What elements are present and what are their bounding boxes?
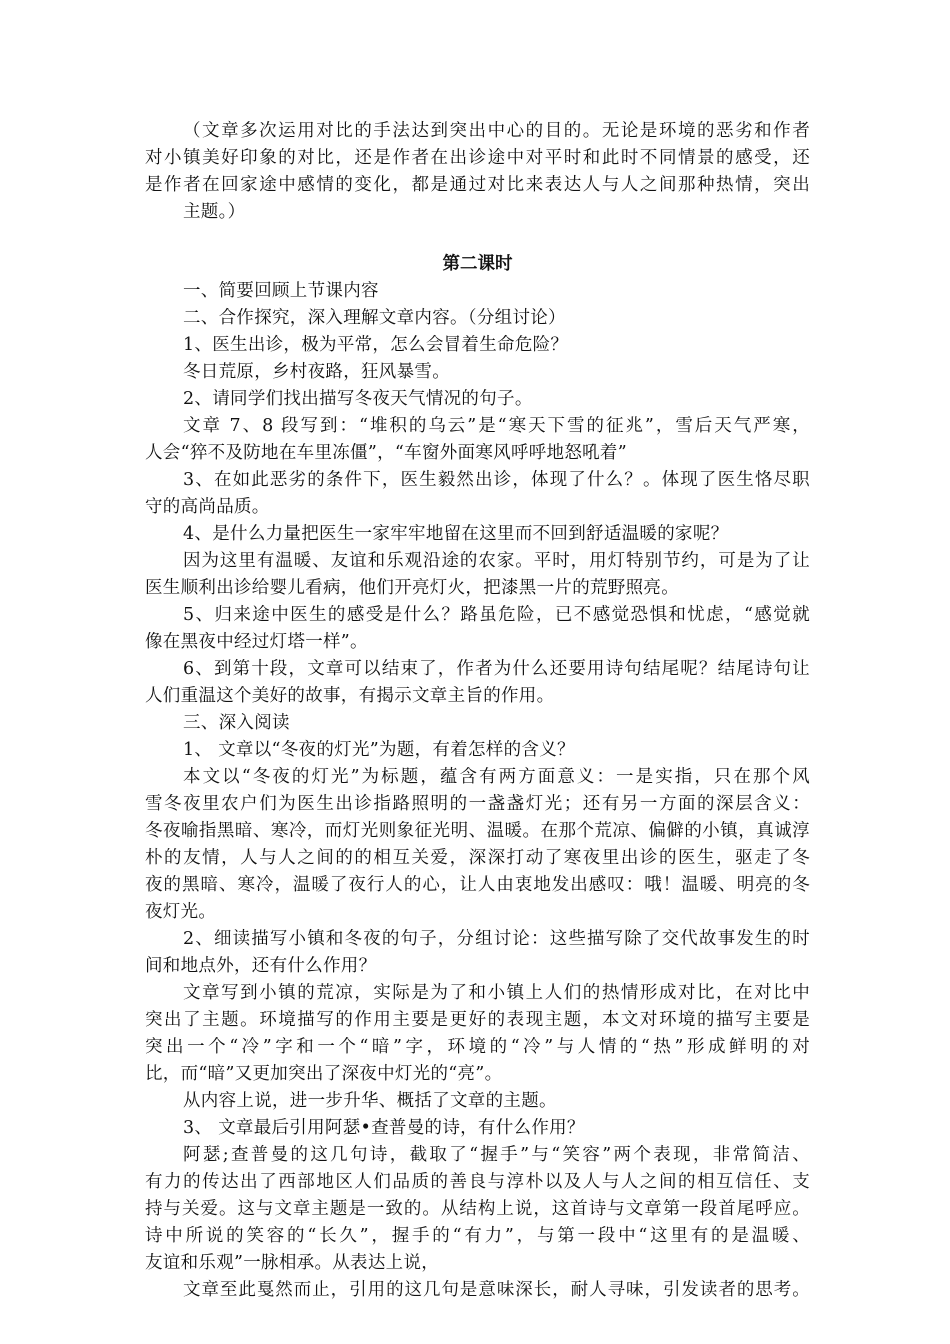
text-line: 二、合作探究，深入理解文章内容。（分组讨论） <box>183 308 566 328</box>
text-line: 一、简要回顾上节课内容 <box>183 281 379 301</box>
text-line: 人们重温这个美好的故事，有揭示文章主旨的作用。 <box>145 686 555 706</box>
text-line: 像在黑夜中经过灯塔一样”。 <box>145 632 368 652</box>
body-text <box>145 278 810 1304</box>
text-line: 间和地点外，还有什么作用？ <box>145 956 377 976</box>
document-page <box>145 118 810 1304</box>
text-line: 冬日荒原，乡村夜路，狂风暴雪。 <box>183 362 450 382</box>
text-line: 突出了主题。环境描写的作用主要是更好的表现主题，本文对环境的描写主要是 <box>145 1010 810 1030</box>
section-title: 第二课时 <box>442 254 513 274</box>
text-line: 本文以“冬夜的灯光”为标题，蕴含有两方面意义：一是实指，只在那个风 <box>183 767 810 787</box>
text-line: 夜的黑暗、寒冷，温暖了夜行人的心，让人由衷地发出感叹：哦！温暖、明亮的冬 <box>145 875 810 895</box>
text-line: 友谊和乐观”一脉相承。从表达上说， <box>145 1253 440 1273</box>
text-line: 3、在如此恶劣的条件下，医生毅然出诊，体现了什么？。体现了医生恪尽职 <box>183 470 810 490</box>
text-line: （文章多次运用对比的手法达到突出中心的目的。无论是环境的恶劣和作者 <box>183 121 810 141</box>
text-line: 雪冬夜里农户们为医生出诊指路照明的一盏盏灯光；还有另一方面的深层含义： <box>145 794 810 814</box>
text-line: 是作者在回家途中感情的变化，都是通过对比来表达人与人之间那种热情，突出 <box>145 175 810 195</box>
text-line: 文章 7、8 段写到：“堆积的乌云”是“寒天下雪的征兆”，雪后天气严寒， <box>183 416 810 436</box>
text-line: 1、 文章以“冬夜的灯光”为题，有着怎样的含义？ <box>183 740 575 760</box>
text-line: 冬夜喻指黑暗、寒冷，而灯光则象征光明、温暖。在那个荒凉、偏僻的小镇，真诚淳 <box>145 821 810 841</box>
text-line: 三、深入阅读 <box>183 713 290 733</box>
text-line: 阿瑟;查普曼的这几句诗，截取了“握手”与“笑容”两个表现，非常简洁、 <box>183 1145 810 1165</box>
text-line: 2、请同学们找出描写冬夜天气情况的句子。 <box>183 389 533 409</box>
text-line: 4、是什么力量把医生一家牢牢地留在这里而不回到舒适温暖的家呢？ <box>183 524 729 544</box>
text-line: 夜灯光。 <box>145 902 217 922</box>
text-line: 守的高尚品质。 <box>145 497 270 517</box>
text-line: 比，而“暗”又更加突出了深夜中灯光的“亮”。 <box>145 1064 503 1084</box>
text-line: 朴的友情，人与人之间的的相互关爱，深深打动了寒夜里出诊的医生，驱走了冬 <box>145 848 810 868</box>
text-line: 主题。） <box>183 202 246 222</box>
text-line: 诗中所说的笑容的“长久”，握手的“有力”，与第一段中“这里有的是温暖、 <box>145 1226 810 1246</box>
text-line: 医生顺利出诊给婴儿看病，他们开亮灯火，把漆黑一片的荒野照亮。 <box>145 578 679 598</box>
text-line: 2、细读描写小镇和冬夜的句子，分组讨论：这些描写除了交代故事发生的时 <box>183 929 810 949</box>
text-line: 从内容上说，进一步升华、概括了文章的主题。 <box>183 1091 557 1111</box>
text-line: 1、医生出诊，极为平常，怎么会冒着生命危险？ <box>183 335 569 355</box>
text-line: 3、 文章最后引用阿瑟•查普曼的诗，有什么作用？ <box>183 1118 585 1138</box>
text-line: 文章写到小镇的荒凉，实际是为了和小镇上人们的热情形成对比，在对比中 <box>183 983 810 1003</box>
text-line: 突出一个“冷”字和一个“暗”字，环境的“冷”与人情的“热”形成鲜明的对 <box>145 1037 810 1057</box>
text-line: 5、归来途中医生的感受是什么？路虽危险，已不感觉恐惧和忧虑，“感觉就 <box>183 605 810 625</box>
text-line: 持与关爱。这与文章主题是一致的。从结构上说，这首诗与文章第一段首尾呼应。 <box>145 1199 810 1219</box>
intro-paragraph <box>145 118 810 226</box>
text-line: 人会“猝不及防地在车里冻僵”，“车窗外面寒风呼呼地怒吼着” <box>145 443 627 463</box>
text-line: 因为这里有温暖、友谊和乐观沿途的农家。平时，用灯特别节约，可是为了让 <box>183 551 810 571</box>
text-line: 6、到第十段，文章可以结束了，作者为什么还要用诗句结尾呢？结尾诗句让 <box>183 659 810 679</box>
text-line: 文章至此戛然而止，引用的这几句是意味深长，耐人寻味，引发读者的思考。 <box>183 1280 810 1300</box>
text-line: 有力的传达出了西部地区人们品质的善良与淳朴以及人与人之间的相互信任、支 <box>145 1172 810 1192</box>
text-line: 对小镇美好印象的对比，还是作者在出诊途中对平时和此时不同情景的感受，还 <box>145 148 810 168</box>
